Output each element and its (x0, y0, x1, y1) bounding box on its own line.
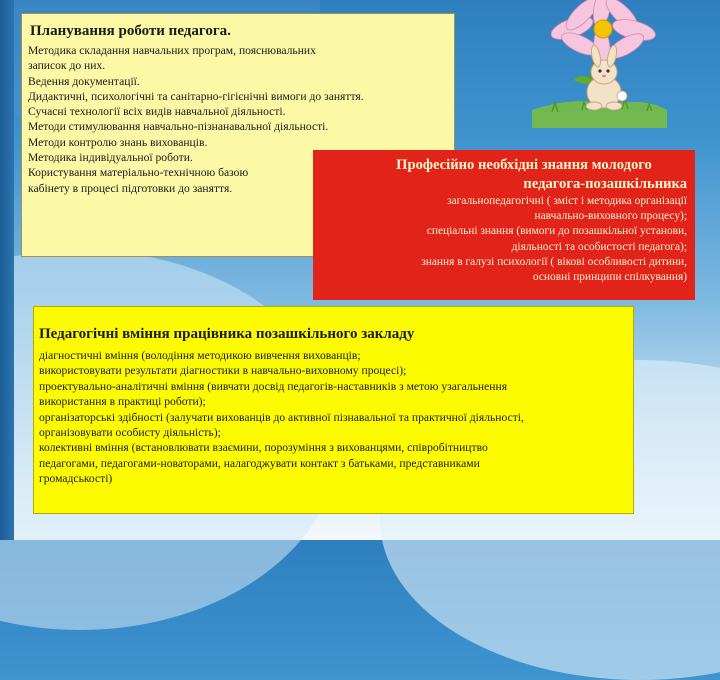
bunny-with-flower-icon (462, 0, 672, 128)
skills-line: використовувати результати діагностики в навчально-виховному процесі); (39, 364, 407, 378)
knowledge-line: навчально-виховного процесу); (534, 210, 687, 223)
skills-line: громадськості) (39, 472, 113, 486)
planning-line: Методи стимулювання навчально-пізнанавальної діяльності. (28, 120, 329, 134)
skills-line: використання в практиці роботи); (39, 395, 206, 409)
knowledge-line: знання в галузі психології ( вікові особливості дитини, (421, 255, 687, 268)
knowledge-panel (313, 150, 695, 300)
left-stripe (0, 0, 14, 540)
planning-line: записок до них. (28, 59, 106, 73)
skills-title: Педагогічні вміння працівника позашкільного закладу (39, 326, 415, 342)
knowledge-line: основні принципи спілкування) (532, 271, 687, 284)
knowledge-line: загальнопедагогічні ( зміст і методика організації (447, 195, 687, 207)
skills-line: проектувально-аналітичні вміння (вивчати досвід педагогів-наставників з метою узагальнення (39, 379, 508, 393)
planning-line: Ведення документації. (28, 74, 140, 88)
skills-line: організовувати особисту діяльність); (39, 426, 221, 440)
knowledge-line: спеціальні знання (вимоги до позашкільної установи, (426, 225, 687, 238)
planning-line: Методи контролю знань вихованців. (28, 135, 208, 149)
planning-line: Методика індивідуальної роботи. (28, 151, 193, 165)
planning-line: Дидактичні, психологічні та санітарно-гігієнічні вимоги до заняття. (28, 89, 364, 103)
planning-line: Користування матеріально-технічною базою (28, 166, 249, 180)
knowledge-title-line1: Професійно необхідні знання молодого (396, 157, 652, 173)
skills-line: діагностичні вміння (володіння методикою вивчення вихованців; (39, 349, 361, 362)
planning-line: Методика складання навчальних програм, пояснювальних (28, 44, 316, 57)
planning-line: кабінету в процесі підготовки до заняття. (28, 181, 233, 195)
planning-line: Сучасні технології всіх видів навчальної діяльності. (28, 105, 286, 119)
skills-line: колективні вміння (встановлювати взаємини, порозуміння з вихованцями, співробітництво (39, 441, 488, 455)
knowledge-title-line2: педагога-позашкільника (523, 176, 687, 192)
knowledge-line: діяльності та особистості педагога); (511, 240, 687, 253)
skills-panel (33, 306, 634, 514)
planning-title: Планування роботи педагога. (30, 23, 231, 39)
skills-line: педагогами, педагогами-новаторами, налагоджувати контакт з батьками, представниками (39, 456, 480, 470)
skills-line: організаторські здібності (залучати вихованців до активної пізнавальної та практичної діяльності, (39, 410, 524, 424)
